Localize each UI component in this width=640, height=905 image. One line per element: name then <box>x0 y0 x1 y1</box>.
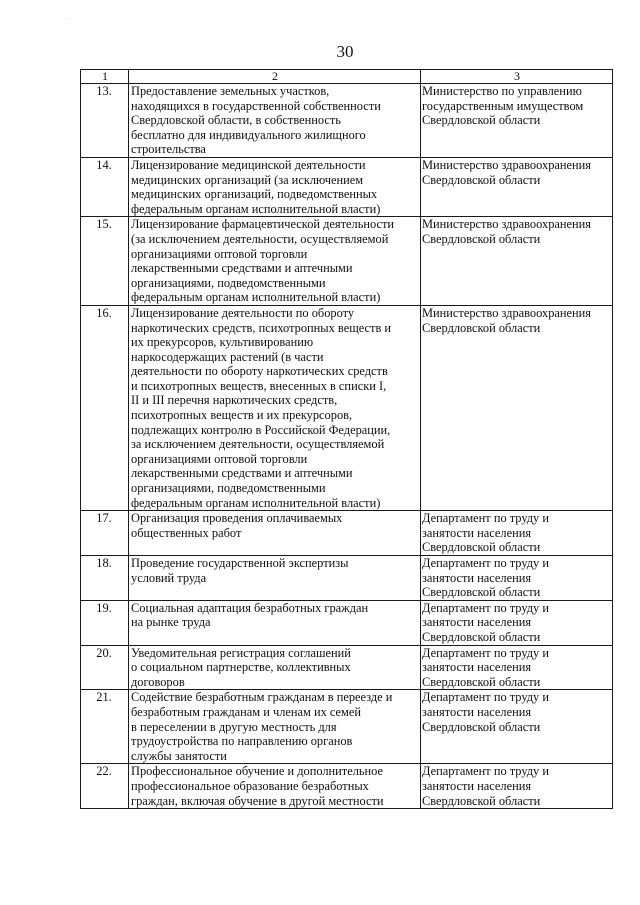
responsible-agency: Департамент по труду и занятости населения Свердловской области <box>421 764 613 809</box>
row-number: 13. <box>81 84 129 158</box>
responsible-agency: Министерство здравоохранения Свердловской области <box>421 305 613 510</box>
service-name: Содействие безработным гражданам в переезде и безработным гражданам и членам их семей в переселении в другую местность для трудоустройства по направлению органов службы занятости <box>129 690 421 764</box>
table-row <box>81 511 613 556</box>
responsible-agency: Департамент по труду и занятости населения Свердловской области <box>421 690 613 764</box>
responsible-agency: Министерство по управлению государственным имуществом Свердловской области <box>421 84 613 158</box>
table-row <box>81 305 613 510</box>
table-header-row <box>81 70 613 84</box>
service-name: Социальная адаптация безработных граждан на рынке труда <box>129 600 421 645</box>
row-number: 17. <box>81 511 129 556</box>
row-number: 21. <box>81 690 129 764</box>
service-name: Организация проведения оплачиваемых общественных работ <box>129 511 421 556</box>
responsible-agency: Департамент по труду и занятости населения Свердловской области <box>421 511 613 556</box>
row-number: 14. <box>81 157 129 216</box>
service-name: Проведение государственной экспертизы условий труда <box>129 556 421 601</box>
row-number: 22. <box>81 764 129 809</box>
row-number: 19. <box>81 600 129 645</box>
table-row <box>81 690 613 764</box>
table-row <box>81 556 613 601</box>
responsible-agency: Департамент по труду и занятости населения Свердловской области <box>421 600 613 645</box>
table-row <box>81 600 613 645</box>
table-row <box>81 84 613 158</box>
service-name: Уведомительная регистрация соглашений о социальном партнерстве, коллективных договоров <box>129 645 421 690</box>
service-name: Профессиональное обучение и дополнительное профессиональное образование безработных граждан, включая обучение в другой местности <box>129 764 421 809</box>
service-name: Лицензирование деятельности по обороту наркотических средств, психотропных веществ и их прекурсоров, культивированию наркосодержащих растений (в части деятельности по обороту наркотических средств и психотропных веществ, внесенных в списки I, II и III перечня наркотических средств, психотропных веществ и их прекурсоров, подлежащих контролю в Российской Федерации, за исключением деятельности, осуществляемой организациями оптовой торговли лекарственными средствами и аптечными организациями, подведомственными федеральным органам исполнительной власти) <box>129 305 421 510</box>
table-row <box>81 157 613 216</box>
header-cell-agency: 3 <box>421 70 613 84</box>
row-number: 16. <box>81 305 129 510</box>
service-name: Лицензирование фармацевтической деятельности (за исключением деятельности, осуществляемой организациями оптовой торговли лекарственными средствами и аптечными организациями, подведомственными федеральным органам исполнительной власти) <box>129 217 421 306</box>
responsible-agency: Департамент по труду и занятости населения Свердловской области <box>421 645 613 690</box>
responsible-agency: Департамент по труду и занятости населения Свердловской области <box>421 556 613 601</box>
responsible-agency: Министерство здравоохранения Свердловской области <box>421 157 613 216</box>
service-name: Лицензирование медицинской деятельности медицинских организаций (за исключением медицинских организаций, подведомственных федеральным органам исполнительной власти) <box>129 157 421 216</box>
table-row <box>81 217 613 306</box>
header-cell-number: 1 <box>81 70 129 84</box>
margin-tick-mark: · <box>68 15 71 23</box>
service-name: Предоставление земельных участков, находящихся в государственной собственности Свердловской области, в собственность бесплатно для индивидуального жилищного строительства <box>129 84 421 158</box>
row-number: 15. <box>81 217 129 306</box>
page-number: 30 <box>336 42 354 61</box>
responsible-agency: Министерство здравоохранения Свердловской области <box>421 217 613 306</box>
header-cell-service: 2 <box>129 70 421 84</box>
table-row <box>81 764 613 809</box>
services-table <box>80 69 613 809</box>
row-number: 20. <box>81 645 129 690</box>
row-number: 18. <box>81 556 129 601</box>
table-row <box>81 645 613 690</box>
